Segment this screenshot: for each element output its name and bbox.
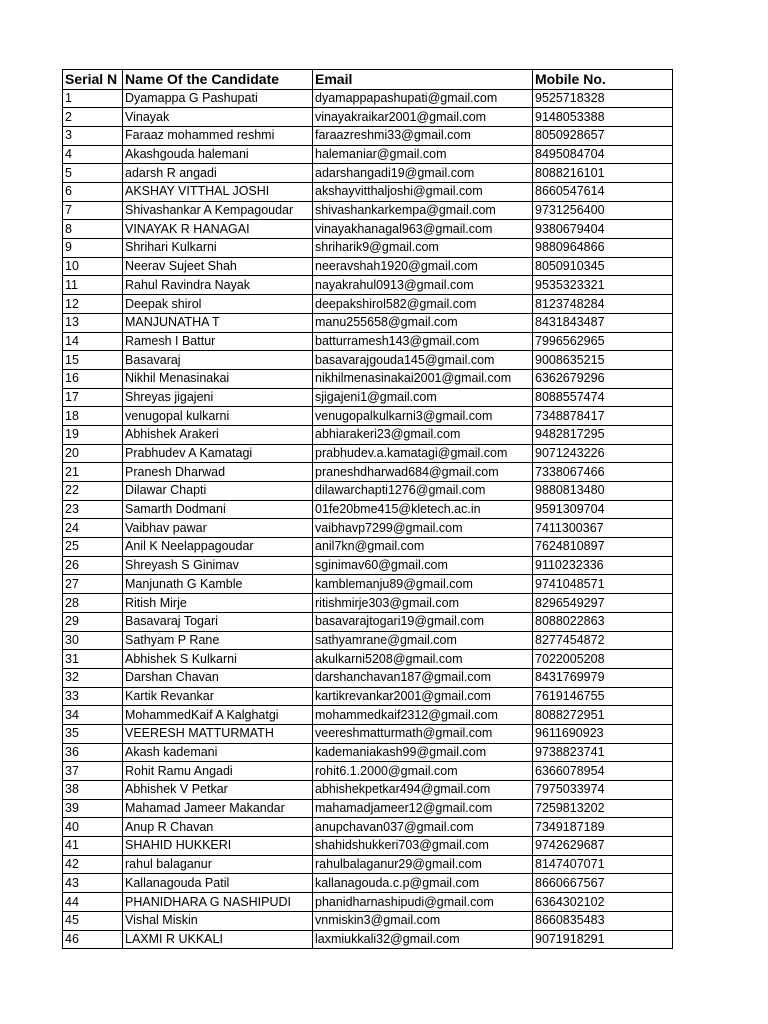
cell-email: mahamadjameer12@gmail.com	[313, 799, 533, 818]
cell-email: akulkarni5208@gmail.com	[313, 650, 533, 669]
cell-serial: 9	[63, 239, 123, 258]
table-row	[63, 463, 673, 482]
cell-name: Anil K Neelappagoudar	[123, 538, 313, 557]
cell-email: anupchavan037@gmail.com	[313, 818, 533, 837]
cell-name: VINAYAK R HANAGAI	[123, 220, 313, 239]
cell-email: mohammedkaif2312@gmail.com	[313, 706, 533, 725]
table-row	[63, 89, 673, 108]
table-row	[63, 855, 673, 874]
cell-email: venugopalkulkarni3@gmail.com	[313, 407, 533, 426]
cell-name: Nikhil Menasinakai	[123, 369, 313, 388]
table-row	[63, 612, 673, 631]
cell-serial: 32	[63, 668, 123, 687]
cell-mobile: 9008635215	[533, 351, 673, 370]
cell-email: praneshdharwad684@gmail.com	[313, 463, 533, 482]
table-row	[63, 108, 673, 127]
cell-mobile: 8050928657	[533, 126, 673, 145]
cell-name: LAXMI R UKKALI	[123, 930, 313, 949]
cell-mobile: 9742629687	[533, 837, 673, 856]
table-body	[63, 89, 673, 949]
cell-mobile: 7338067466	[533, 463, 673, 482]
cell-mobile: 7975033974	[533, 781, 673, 800]
cell-serial: 17	[63, 388, 123, 407]
cell-email: rohit6.1.2000@gmail.com	[313, 762, 533, 781]
table-row	[63, 239, 673, 258]
table-row	[63, 332, 673, 351]
table-row	[63, 668, 673, 687]
table-row	[63, 893, 673, 912]
table-row	[63, 818, 673, 837]
cell-email: neeravshah1920@gmail.com	[313, 257, 533, 276]
cell-mobile: 6366078954	[533, 762, 673, 781]
cell-serial: 6	[63, 183, 123, 202]
cell-serial: 12	[63, 295, 123, 314]
cell-name: Pranesh Dharwad	[123, 463, 313, 482]
header-mobile: Mobile No.	[533, 70, 673, 90]
cell-serial: 37	[63, 762, 123, 781]
cell-mobile: 7259813202	[533, 799, 673, 818]
cell-serial: 44	[63, 893, 123, 912]
cell-email: sjigajeni1@gmail.com	[313, 388, 533, 407]
table-row	[63, 276, 673, 295]
cell-mobile: 8088216101	[533, 164, 673, 183]
cell-name: Vaibhav pawar	[123, 519, 313, 538]
cell-mobile: 9071918291	[533, 930, 673, 949]
table-row	[63, 538, 673, 557]
cell-name: MohammedKaif A Kalghatgi	[123, 706, 313, 725]
table-row	[63, 799, 673, 818]
cell-serial: 40	[63, 818, 123, 837]
table-row	[63, 201, 673, 220]
cell-mobile: 8660835483	[533, 911, 673, 930]
cell-email: manu255658@gmail.com	[313, 313, 533, 332]
cell-name: Akashgouda halemani	[123, 145, 313, 164]
cell-mobile: 7624810897	[533, 538, 673, 557]
cell-email: veereshmatturmath@gmail.com	[313, 724, 533, 743]
cell-name: Abhishek Arakeri	[123, 425, 313, 444]
cell-mobile: 9880964866	[533, 239, 673, 258]
cell-name: Shreyash S Ginimav	[123, 556, 313, 575]
cell-name: Shrihari Kulkarni	[123, 239, 313, 258]
cell-name: Abhishek S Kulkarni	[123, 650, 313, 669]
cell-name: adarsh R angadi	[123, 164, 313, 183]
cell-name: Samarth Dodmani	[123, 500, 313, 519]
table-row	[63, 351, 673, 370]
cell-email: batturramesh143@gmail.com	[313, 332, 533, 351]
cell-mobile: 8088557474	[533, 388, 673, 407]
cell-email: kartikrevankar2001@gmail.com	[313, 687, 533, 706]
cell-name: Dyamappa G Pashupati	[123, 89, 313, 108]
cell-mobile: 8495084704	[533, 145, 673, 164]
cell-serial: 38	[63, 781, 123, 800]
cell-serial: 29	[63, 612, 123, 631]
header-row	[63, 70, 673, 90]
cell-mobile: 8660667567	[533, 874, 673, 893]
cell-name: Faraaz mohammed reshmi	[123, 126, 313, 145]
table-row	[63, 407, 673, 426]
cell-serial: 27	[63, 575, 123, 594]
cell-serial: 24	[63, 519, 123, 538]
cell-email: basavarajtogari19@gmail.com	[313, 612, 533, 631]
cell-serial: 5	[63, 164, 123, 183]
cell-name: Ramesh I Battur	[123, 332, 313, 351]
cell-email: ritishmirje303@gmail.com	[313, 594, 533, 613]
cell-serial: 41	[63, 837, 123, 856]
cell-email: shivashankarkempa@gmail.com	[313, 201, 533, 220]
cell-name: AKSHAY VITTHAL JOSHI	[123, 183, 313, 202]
table-row	[63, 556, 673, 575]
cell-mobile: 9738823741	[533, 743, 673, 762]
cell-name: Vinayak	[123, 108, 313, 127]
table-row	[63, 369, 673, 388]
cell-email: adarshangadi19@gmail.com	[313, 164, 533, 183]
cell-mobile: 9525718328	[533, 89, 673, 108]
cell-name: Neerav Sujeet Shah	[123, 257, 313, 276]
cell-serial: 23	[63, 500, 123, 519]
table-row	[63, 482, 673, 501]
cell-serial: 39	[63, 799, 123, 818]
header-serial: Serial N	[63, 70, 123, 90]
cell-serial: 11	[63, 276, 123, 295]
cell-name: Darshan Chavan	[123, 668, 313, 687]
cell-mobile: 9611690923	[533, 724, 673, 743]
cell-serial: 34	[63, 706, 123, 725]
cell-serial: 15	[63, 351, 123, 370]
cell-serial: 4	[63, 145, 123, 164]
cell-serial: 3	[63, 126, 123, 145]
cell-mobile: 6364302102	[533, 893, 673, 912]
table-row	[63, 743, 673, 762]
table-row	[63, 575, 673, 594]
table-row	[63, 295, 673, 314]
cell-serial: 16	[63, 369, 123, 388]
cell-name: MANJUNATHA T	[123, 313, 313, 332]
table-row	[63, 313, 673, 332]
cell-mobile: 7349187189	[533, 818, 673, 837]
cell-mobile: 8660547614	[533, 183, 673, 202]
cell-name: Deepak shirol	[123, 295, 313, 314]
table-row	[63, 762, 673, 781]
cell-name: Basavaraj Togari	[123, 612, 313, 631]
cell-serial: 31	[63, 650, 123, 669]
cell-mobile: 9071243226	[533, 444, 673, 463]
cell-serial: 45	[63, 911, 123, 930]
cell-name: Abhishek V Petkar	[123, 781, 313, 800]
table-row	[63, 837, 673, 856]
table-row	[63, 687, 673, 706]
cell-serial: 26	[63, 556, 123, 575]
table-row	[63, 874, 673, 893]
cell-name: Prabhudev A Kamatagi	[123, 444, 313, 463]
cell-email: kademaniakash99@gmail.com	[313, 743, 533, 762]
cell-mobile: 7996562965	[533, 332, 673, 351]
cell-name: Vishal Miskin	[123, 911, 313, 930]
table-row	[63, 930, 673, 949]
cell-serial: 36	[63, 743, 123, 762]
table-row	[63, 220, 673, 239]
cell-email: vnmiskin3@gmail.com	[313, 911, 533, 930]
cell-email: prabhudev.a.kamatagi@gmail.com	[313, 444, 533, 463]
cell-serial: 35	[63, 724, 123, 743]
cell-serial: 14	[63, 332, 123, 351]
cell-mobile: 8296549297	[533, 594, 673, 613]
cell-email: anil7kn@gmail.com	[313, 538, 533, 557]
header-email: Email	[313, 70, 533, 90]
table-row	[63, 594, 673, 613]
cell-mobile: 8431843487	[533, 313, 673, 332]
cell-email: halemaniar@gmail.com	[313, 145, 533, 164]
table-row	[63, 724, 673, 743]
cell-email: laxmiukkali32@gmail.com	[313, 930, 533, 949]
cell-mobile: 8277454872	[533, 631, 673, 650]
cell-name: Kartik Revankar	[123, 687, 313, 706]
cell-email: vinayakraikar2001@gmail.com	[313, 108, 533, 127]
cell-serial: 43	[63, 874, 123, 893]
cell-serial: 22	[63, 482, 123, 501]
table-row	[63, 631, 673, 650]
cell-mobile: 6362679296	[533, 369, 673, 388]
cell-serial: 33	[63, 687, 123, 706]
cell-name: SHAHID HUKKERI	[123, 837, 313, 856]
cell-mobile: 9148053388	[533, 108, 673, 127]
cell-name: Mahamad Jameer Makandar	[123, 799, 313, 818]
cell-serial: 28	[63, 594, 123, 613]
candidate-table	[62, 69, 673, 949]
cell-name: Anup R Chavan	[123, 818, 313, 837]
cell-serial: 46	[63, 930, 123, 949]
cell-serial: 21	[63, 463, 123, 482]
cell-name: Sathyam P Rane	[123, 631, 313, 650]
cell-mobile: 9880813480	[533, 482, 673, 501]
cell-name: Manjunath G Kamble	[123, 575, 313, 594]
cell-mobile: 8088022863	[533, 612, 673, 631]
cell-email: vinayakhanagal963@gmail.com	[313, 220, 533, 239]
cell-name: Rohit Ramu Angadi	[123, 762, 313, 781]
cell-email: abhiarakeri23@gmail.com	[313, 425, 533, 444]
cell-mobile: 9110232336	[533, 556, 673, 575]
cell-name: Ritish Mirje	[123, 594, 313, 613]
table-row	[63, 183, 673, 202]
cell-serial: 20	[63, 444, 123, 463]
table-row	[63, 145, 673, 164]
cell-mobile: 8123748284	[533, 295, 673, 314]
cell-email: shahidshukkeri703@gmail.com	[313, 837, 533, 856]
cell-email: nayakrahul0913@gmail.com	[313, 276, 533, 295]
cell-email: shriharik9@gmail.com	[313, 239, 533, 258]
cell-email: sginimav60@gmail.com	[313, 556, 533, 575]
cell-serial: 18	[63, 407, 123, 426]
cell-name: Akash kademani	[123, 743, 313, 762]
table-row	[63, 911, 673, 930]
cell-email: kallanagouda.c.p@gmail.com	[313, 874, 533, 893]
table-row	[63, 781, 673, 800]
cell-mobile: 9482817295	[533, 425, 673, 444]
cell-email: vaibhavp7299@gmail.com	[313, 519, 533, 538]
cell-name: Rahul Ravindra Nayak	[123, 276, 313, 295]
cell-serial: 30	[63, 631, 123, 650]
table-row	[63, 425, 673, 444]
cell-name: venugopal kulkarni	[123, 407, 313, 426]
cell-email: abhishekpetkar494@gmail.com	[313, 781, 533, 800]
table-row	[63, 706, 673, 725]
table-row	[63, 519, 673, 538]
header-name: Name Of the Candidate	[123, 70, 313, 90]
cell-email: rahulbalaganur29@gmail.com	[313, 855, 533, 874]
cell-mobile: 7411300367	[533, 519, 673, 538]
cell-mobile: 8431769979	[533, 668, 673, 687]
table-row	[63, 500, 673, 519]
cell-serial: 42	[63, 855, 123, 874]
table-row	[63, 126, 673, 145]
cell-email: dilawarchapti1276@gmail.com	[313, 482, 533, 501]
cell-name: rahul balaganur	[123, 855, 313, 874]
table-row	[63, 164, 673, 183]
cell-email: akshayvitthaljoshi@gmail.com	[313, 183, 533, 202]
cell-name: Dilawar Chapti	[123, 482, 313, 501]
table-row	[63, 650, 673, 669]
cell-email: dyamappapashupati@gmail.com	[313, 89, 533, 108]
cell-serial: 13	[63, 313, 123, 332]
table-row	[63, 388, 673, 407]
cell-email: 01fe20bme415@kletech.ac.in	[313, 500, 533, 519]
cell-serial: 8	[63, 220, 123, 239]
cell-mobile: 9731256400	[533, 201, 673, 220]
cell-mobile: 8050910345	[533, 257, 673, 276]
cell-mobile: 9741048571	[533, 575, 673, 594]
cell-mobile: 9380679404	[533, 220, 673, 239]
cell-email: basavarajgouda145@gmail.com	[313, 351, 533, 370]
cell-mobile: 8147407071	[533, 855, 673, 874]
cell-email: phanidharnashipudi@gmail.com	[313, 893, 533, 912]
cell-name: Kallanagouda Patil	[123, 874, 313, 893]
cell-name: VEERESH MATTURMATH	[123, 724, 313, 743]
cell-mobile: 7348878417	[533, 407, 673, 426]
cell-name: Shreyas jigajeni	[123, 388, 313, 407]
cell-serial: 25	[63, 538, 123, 557]
cell-name: PHANIDHARA G NASHIPUDI	[123, 893, 313, 912]
table-row	[63, 444, 673, 463]
cell-mobile: 7619146755	[533, 687, 673, 706]
cell-email: faraazreshmi33@gmail.com	[313, 126, 533, 145]
cell-email: darshanchavan187@gmail.com	[313, 668, 533, 687]
cell-email: kamblemanju89@gmail.com	[313, 575, 533, 594]
table-row	[63, 257, 673, 276]
cell-mobile: 9535323321	[533, 276, 673, 295]
cell-mobile: 7022005208	[533, 650, 673, 669]
cell-email: sathyamrane@gmail.com	[313, 631, 533, 650]
cell-serial: 1	[63, 89, 123, 108]
cell-serial: 10	[63, 257, 123, 276]
cell-mobile: 8088272951	[533, 706, 673, 725]
cell-name: Basavaraj	[123, 351, 313, 370]
cell-serial: 19	[63, 425, 123, 444]
cell-serial: 7	[63, 201, 123, 220]
cell-email: deepakshirol582@gmail.com	[313, 295, 533, 314]
cell-name: Shivashankar A Kempagoudar	[123, 201, 313, 220]
cell-mobile: 9591309704	[533, 500, 673, 519]
cell-email: nikhilmenasinakai2001@gmail.com	[313, 369, 533, 388]
cell-serial: 2	[63, 108, 123, 127]
